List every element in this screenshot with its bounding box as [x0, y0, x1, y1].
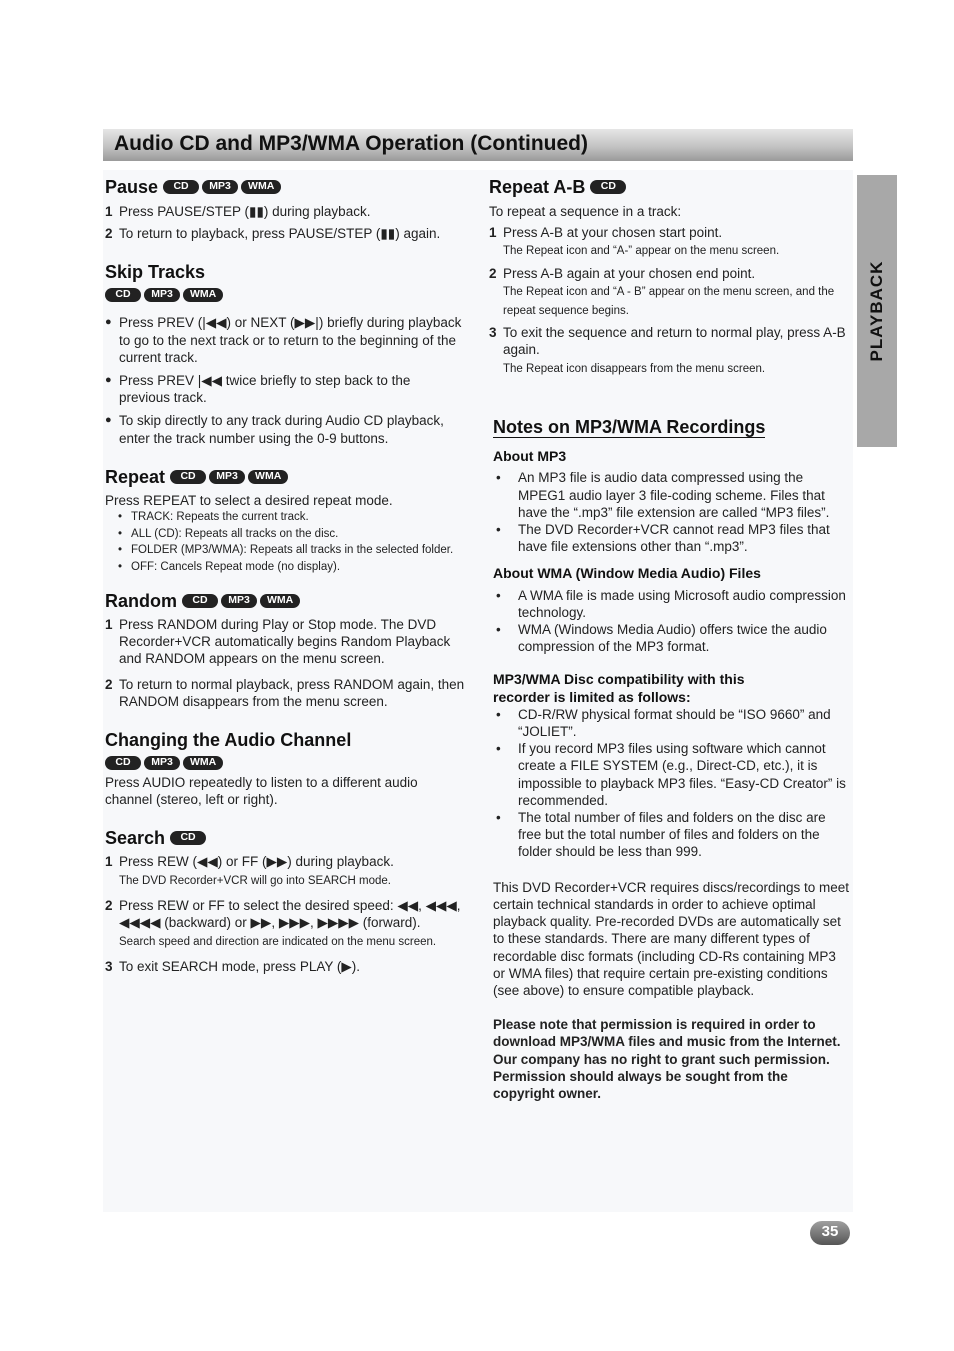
badge-cd: CD [163, 180, 199, 194]
badge-wma: WMA [183, 756, 223, 770]
repeat-badges [170, 470, 288, 484]
search-title: Search [105, 828, 166, 849]
repeat-mode-item: • OFF: Cancels Repeat mode (no display). [118, 560, 341, 573]
badge-mp3: MP3 [209, 470, 245, 484]
about-mp3-bullet: • An MP3 file is audio data compressed using the MPEG1 audio layer 3 file-coding scheme. Files that have the “.mp3” file extension are called “MP3 files”. [496, 470, 830, 520]
search-badges [170, 831, 206, 845]
repeat-intro: Press REPEAT to select a desired repeat mode. [105, 492, 393, 508]
random-step: 1 Press RANDOM during Play or Stop mode. The DVD Recorder+VCR automatically begins Random Playback and RANDOM appears on the menu screen. [105, 617, 451, 667]
repeat-ab-step: 3 To exit the sequence and return to normal play, press A-B again. The Repeat icon disappears from the menu screen. [489, 325, 846, 375]
badge-cd: CD [170, 831, 206, 845]
repeat-ab-step: 2 Press A-B again at your chosen end point. The Repeat icon and “A - B” appear on the menu screen, and the repeat sequence begins. [489, 265, 835, 317]
badge-mp3: MP3 [144, 288, 180, 302]
skip-bullet: ● To skip directly to any track during Audio CD playback, enter the track number using the 0-9 buttons. [105, 413, 444, 446]
random-title: Random [105, 591, 177, 612]
badge-wma: WMA [260, 594, 300, 608]
badge-wma: WMA [248, 470, 288, 484]
right-column [489, 175, 849, 1102]
about-wma-bullet: • WMA (Windows Media Audio) offers twice the audio compression of the MP3 format. [496, 622, 827, 655]
section-side-tab [857, 175, 897, 447]
page-header-bar [103, 129, 853, 161]
badge-cd: CD [105, 756, 141, 770]
skip-bullet: ● Press PREV (|◀◀) or NEXT (▶▶|) briefly during playback to go to the next track or to return to the beginning of the current track. [105, 315, 462, 365]
repeat-ab-heading [489, 175, 849, 199]
skip-title: Skip Tracks [105, 262, 206, 283]
badge-cd: CD [590, 180, 626, 194]
page-title: Audio CD and MP3/WMA Operation (Continued) [114, 132, 589, 155]
pause-title: Pause [105, 177, 159, 197]
badge-wma: WMA [183, 288, 223, 302]
badge-cd: CD [105, 288, 141, 302]
about-wma-title: About WMA (Window Media Audio) Files [493, 565, 761, 582]
about-wma-bullet: • A WMA file is made using Microsoft audio compression technology. [496, 587, 846, 620]
random-step: 2 To return to normal playback, press RANDOM again, then RANDOM disappears from the menu screen. [105, 676, 465, 709]
repeat-title: Repeat [105, 466, 166, 487]
copyright-note: Please note that permission is required in order to download MP3/WMA files and music from the Internet. Our company has no right to grant such permission. Permission should always be sought from the copyright owner. [493, 1017, 841, 1101]
page-number: 35 [821, 1223, 839, 1240]
badge-cd: CD [170, 470, 206, 484]
repeat-heading [105, 465, 465, 489]
pause-step: 2 To return to playback, press PAUSE/STEP (▮▮) again. [105, 226, 441, 242]
random-heading [105, 589, 465, 613]
compat-bullet: • If you record MP3 files using software which cannot create a FILE SYSTEM (e.g., Direct-CD, etc.), it is impossible to playback MP3 files. “Easy-CD Creator” is recommended. [496, 741, 846, 808]
page-number-badge [810, 1221, 850, 1245]
pause-step: 1 Press PAUSE/STEP (▮▮) during playback. [105, 204, 371, 219]
search-step: 1 Press REW (◀◀) or FF (▶▶) during playback. The DVD Recorder+VCR will go into SEARCH mode. [105, 854, 394, 887]
repeat-mode-item: • TRACK: Repeats the current track. [118, 511, 309, 524]
badge-cd: CD [182, 594, 218, 608]
side-tab-label: PLAYBACK [867, 260, 886, 362]
audio-text: Press AUDIO repeatedly to listen to a different audio channel (stereo, left or right). [105, 775, 418, 808]
repeat-ab-intro: To repeat a sequence in a track: [489, 204, 682, 219]
pause-heading [105, 175, 465, 199]
about-mp3-bullet: • The DVD Recorder+VCR cannot read MP3 files that have file extensions other than “.mp3”. [496, 522, 830, 555]
audio-title: Changing the Audio Channel [105, 730, 352, 751]
compat-bullet: • CD-R/RW physical format should be “ISO 9660” and “JOLIET”. [496, 706, 831, 740]
skip-badges [105, 288, 223, 302]
repeat-ab-badges [590, 180, 626, 194]
about-mp3-title: About MP3 [493, 448, 567, 465]
repeat-ab-title: Repeat A-B [489, 177, 586, 197]
standards-paragraph: This DVD Recorder+VCR requires discs/recordings to meet certain technical standards in order to achieve optimal playback quality. Pre-recorded DVDs are automatically set to these standards. There are many different types of recordable disc formats (including CD-Rs containing MP3 or WMA files) that require certain pre-existing conditions (see above) to ensure compatible playback. [493, 879, 850, 998]
repeat-ab-step: 1 Press A-B at your chosen start point. The Repeat icon and “A-” appear on the menu screen. [489, 225, 780, 258]
search-step: 2 Press REW or FF to select the desired speed: ◀◀, ◀◀◀, ◀◀◀◀ (backward) or ▶▶, ▶▶▶, ▶▶▶▶ (forward). Search speed and direction are indicated on the menu screen. [105, 898, 461, 948]
compat-bullet: • The total number of files and folders on the disc are free but the total number of files and folders on the folder should be less than 999. [496, 810, 826, 860]
badge-mp3: MP3 [144, 756, 180, 770]
repeat-mode-item: • FOLDER (MP3/WMA): Repeats all tracks in the selected folder. [118, 544, 454, 557]
skip-bullet: ● Press PREV |◀◀ twice briefly to step back to the previous track. [105, 373, 411, 406]
search-heading [105, 826, 465, 850]
compat-title: MP3/WMA Disc compatibility with this recorder is limited as follows: [493, 671, 745, 705]
badge-mp3: MP3 [221, 594, 257, 608]
badge-mp3: MP3 [202, 180, 238, 194]
notes-title: Notes on MP3/WMA Recordings [493, 417, 766, 438]
badge-wma: WMA [241, 180, 281, 194]
search-step: 3 To exit SEARCH mode, press PLAY (▶). [105, 959, 360, 975]
audio-badges [105, 756, 223, 770]
repeat-mode-list [105, 509, 465, 575]
random-badges [182, 594, 300, 608]
pause-badges [163, 180, 281, 194]
left-column [105, 175, 465, 975]
repeat-mode-item: • ALL (CD): Repeats all tracks on the disc. [118, 527, 339, 540]
